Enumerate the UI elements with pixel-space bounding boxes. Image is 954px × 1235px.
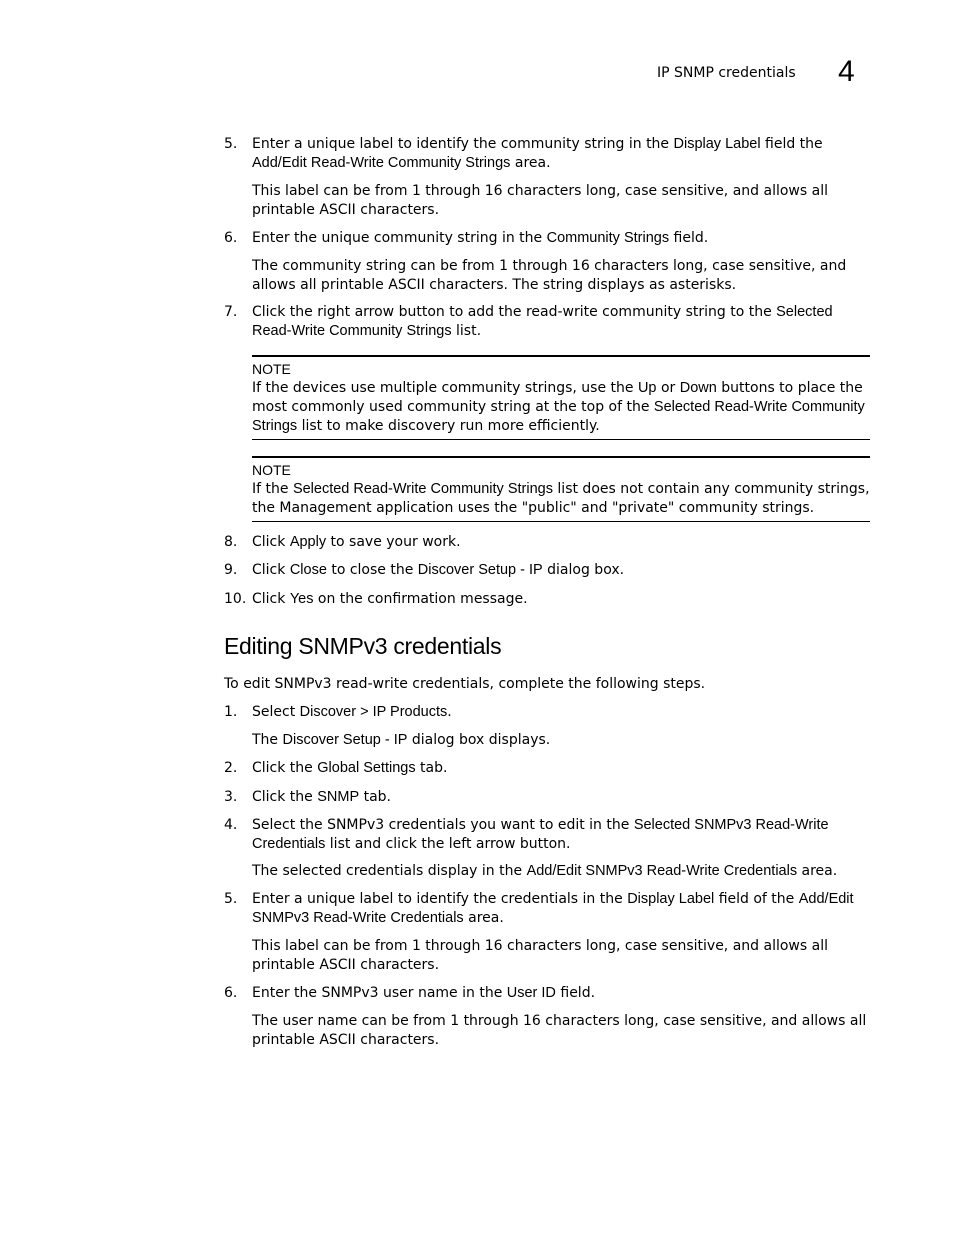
step-detail: The selected credentials display in the Add/Edit SNMPv3 Read-Write Credentials area. xyxy=(252,863,838,879)
step-number: 10. xyxy=(224,591,247,607)
step-text: Click Close to close the Discover Setup - IP dialog box. xyxy=(252,562,625,578)
step-number: 9. xyxy=(224,562,238,578)
step-text: Click the right arrow button to add the read-write community string to the Selected Read-Write Community Strings list. xyxy=(252,304,833,339)
step-text: Enter the SNMPv3 user name in the User ID field. xyxy=(252,985,596,1001)
step-number: 3. xyxy=(224,789,238,805)
step-text: Enter a unique label to identify the credentials in the Display Label field of the Add/Edit SNMPv3 Read-Write Credentials area. xyxy=(252,891,854,926)
step-detail: The community string can be from 1 through 16 characters long, case sensitive, and allows all printable ASCII characters. The string displays as asterisks. xyxy=(252,258,847,293)
step-text: Click the Global Settings tab. xyxy=(252,760,448,776)
ui-term: User ID xyxy=(506,985,556,1001)
note-text: If the devices use multiple community strings, use the Up or Down buttons to place the most commonly used community string at the top of the Selected Read-Write Community Strings list to make discovery run more efficiently. xyxy=(252,380,865,434)
ui-term: Add/Edit Read-Write Community Strings xyxy=(252,155,511,171)
running-header-title: IP SNMP credentials xyxy=(657,65,796,81)
ui-term: Selected SNMPv3 Read-Write Credentials xyxy=(252,817,829,852)
section-intro: To edit SNMPv3 read-write credentials, complete the following steps. xyxy=(224,676,706,692)
step-number: 5. xyxy=(224,136,238,152)
step-detail: This label can be from 1 through 16 characters long, case sensitive, and allows all printable ASCII characters. xyxy=(252,183,828,218)
step-number: 7. xyxy=(224,304,238,320)
step-detail: The user name can be from 1 through 16 characters long, case sensitive, and allows all printable ASCII characters. xyxy=(252,1013,867,1048)
ui-term: Discover Setup - IP xyxy=(282,732,408,748)
step-text: Click the SNMP tab. xyxy=(252,789,392,805)
step-number: 6. xyxy=(224,985,238,1001)
step-number: 6. xyxy=(224,230,238,246)
ui-term: Close xyxy=(289,562,327,578)
ui-term: Display Label xyxy=(627,891,715,907)
step-number: 2. xyxy=(224,760,238,776)
chapter-number: 4 xyxy=(838,55,855,88)
note-text: If the Selected Read-Write Community Strings list does not contain any community strings, the Management application uses the "public" and "private" community strings. xyxy=(252,481,870,516)
step-text: Click Apply to save your work. xyxy=(252,534,461,550)
ui-term: Selected Read-Write Community Strings xyxy=(252,399,865,434)
note-label: NOTE xyxy=(252,361,291,377)
step-text: Click Yes on the confirmation message. xyxy=(252,591,528,607)
ui-term: Yes xyxy=(289,591,314,607)
ui-term: Global Settings xyxy=(317,760,416,776)
note-label: NOTE xyxy=(252,462,291,478)
ui-term: SNMP xyxy=(317,789,360,805)
ui-term: Discover Setup - IP xyxy=(417,562,543,578)
ui-term: Down xyxy=(679,380,717,396)
ui-term: Up xyxy=(637,380,657,396)
step-detail: This label can be from 1 through 16 characters long, case sensitive, and allows all printable ASCII characters. xyxy=(252,938,828,973)
note-box xyxy=(252,355,870,440)
ui-term: Selected Read-Write Community Strings xyxy=(292,481,553,497)
step-detail: The Discover Setup - IP dialog box displays. xyxy=(252,732,551,748)
ui-term: Add/Edit SNMPv3 Read-Write Credentials xyxy=(252,891,854,926)
ui-term: Display Label xyxy=(673,136,761,152)
step-text: Enter the unique community string in the Community Strings field. xyxy=(252,230,709,246)
step-text: Select Discover > IP Products. xyxy=(252,704,452,720)
ui-term: Selected Read-Write Community Strings xyxy=(252,304,833,339)
section-heading: Editing SNMPv3 credentials xyxy=(224,633,502,659)
ui-term: Community Strings xyxy=(546,230,670,246)
step-number: 5. xyxy=(224,891,238,907)
step-text: Enter a unique label to identify the community string in the Display Label field the Add/Edit Read-Write Community Strings area. xyxy=(252,136,823,171)
ui-term: Add/Edit SNMPv3 Read-Write Credentials xyxy=(526,863,798,879)
ui-term: Apply xyxy=(289,534,327,550)
step-number: 1. xyxy=(224,704,238,720)
step-text: Select the SNMPv3 credentials you want to edit in the Selected SNMPv3 Read-Write Credentials list and click the left arrow button. xyxy=(252,817,829,852)
ui-term: Discover > IP Products xyxy=(299,704,448,720)
step-number: 8. xyxy=(224,534,238,550)
step-number: 4. xyxy=(224,817,238,833)
note-box xyxy=(252,456,870,522)
